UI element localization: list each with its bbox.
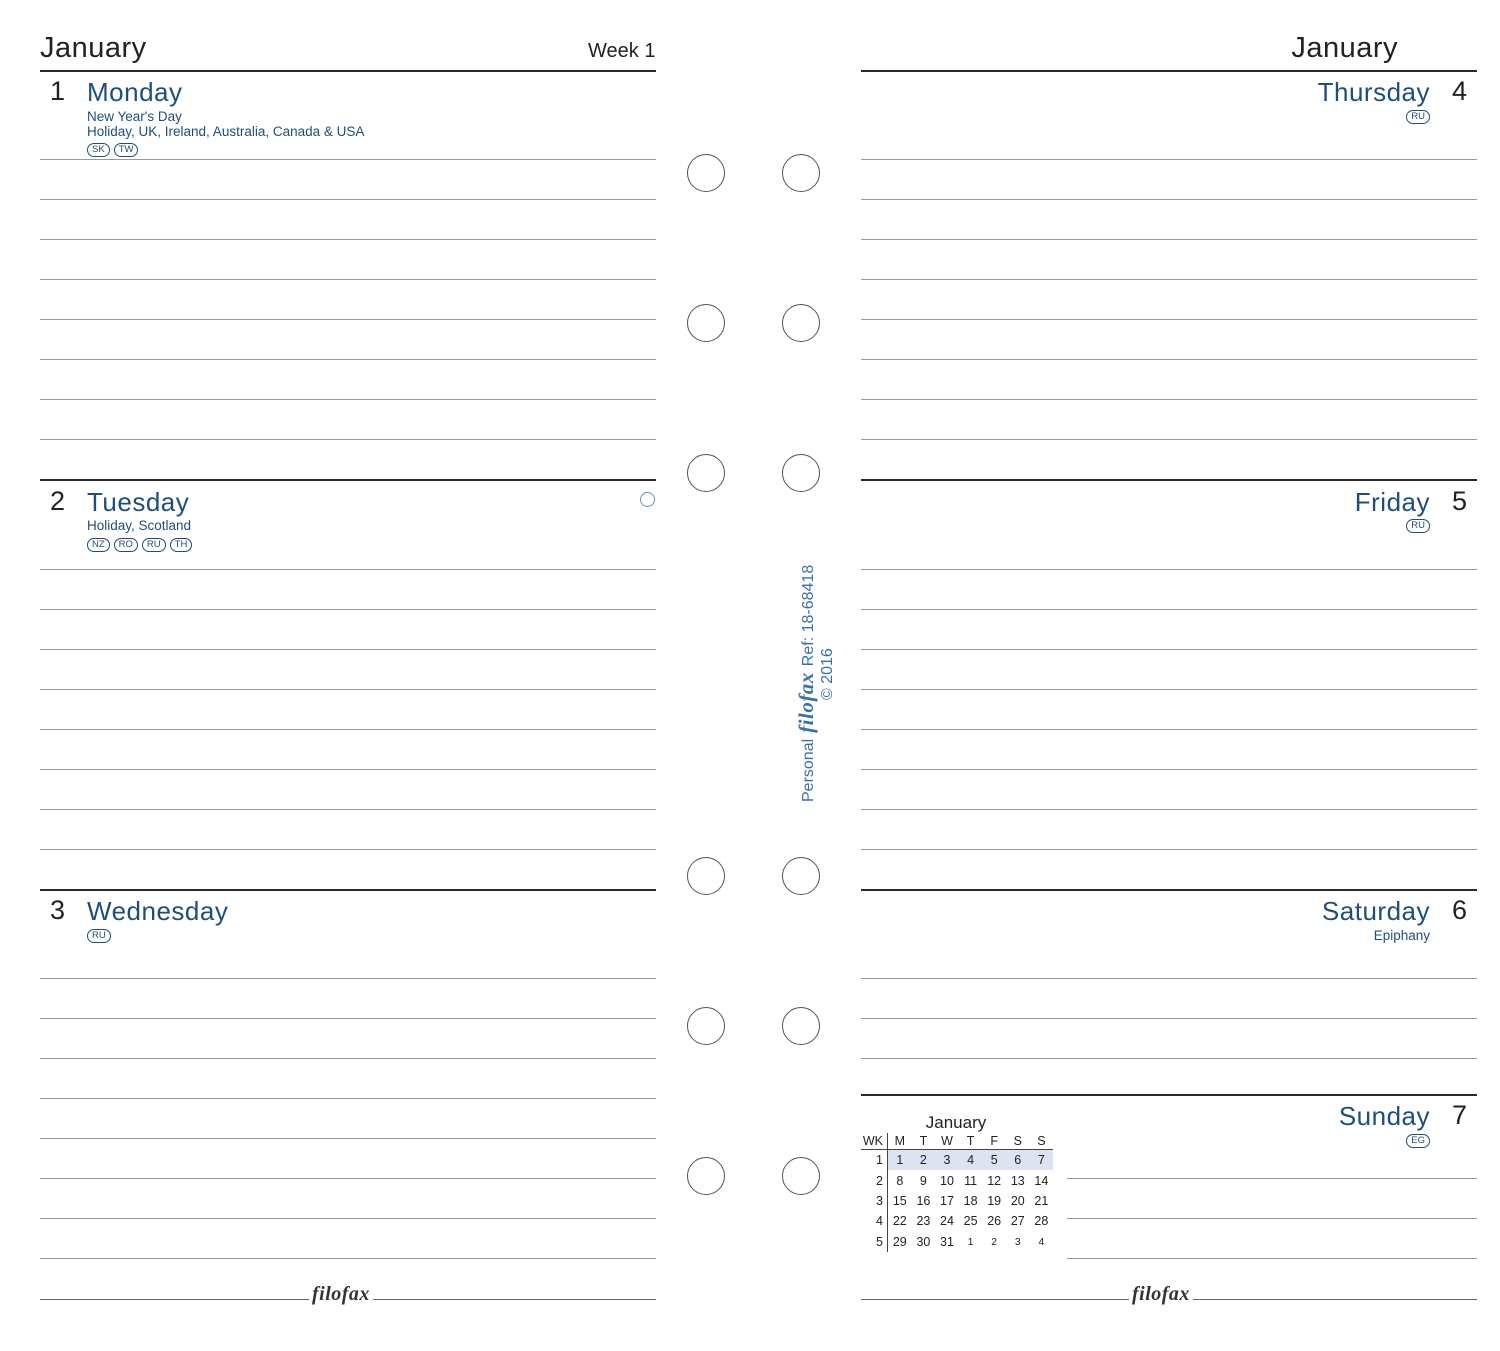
writing-line (40, 399, 656, 400)
calendar-date: 17 (940, 1193, 954, 1208)
writing-line (40, 729, 656, 730)
weekday-header: W (935, 1133, 959, 1150)
writing-line (40, 1018, 656, 1019)
binder-hole (687, 454, 725, 492)
writing-line (861, 1018, 1477, 1019)
mini-calendar-grid (861, 1133, 1053, 1252)
day-divider (861, 479, 1477, 481)
binder-hole (687, 857, 725, 895)
writing-line (40, 1178, 656, 1179)
writing-line (40, 1258, 656, 1259)
calendar-date: 10 (940, 1173, 954, 1188)
calendar-date: 31 (940, 1234, 954, 1249)
writing-line (40, 609, 656, 610)
writing-line (861, 319, 1477, 320)
writing-line (861, 1058, 1477, 1059)
left-header-rule (40, 70, 656, 72)
writing-line (1067, 1258, 1477, 1259)
country-badges (1406, 519, 1430, 533)
calendar-date: 1 (967, 1235, 974, 1248)
writing-line (40, 769, 656, 770)
writing-line (861, 359, 1477, 360)
writing-line (40, 279, 656, 280)
calendar-date: 24 (940, 1214, 954, 1229)
mini-calendar-week-row (861, 1211, 1053, 1231)
day-name: Sunday (1338, 1101, 1430, 1131)
day-name: Saturday (1321, 896, 1430, 926)
day-divider (40, 479, 656, 481)
calendar-date: 11 (964, 1173, 978, 1188)
calendar-date: 20 (1010, 1193, 1025, 1208)
calendar-date: 4 (1038, 1235, 1045, 1248)
right-header-rule (861, 70, 1477, 72)
writing-line (40, 1218, 656, 1219)
day-name: Tuesday (87, 487, 190, 517)
writing-line (861, 399, 1477, 400)
writing-line (861, 279, 1477, 280)
spine-copyright: © 2016 (819, 648, 836, 700)
day-number: 3 (50, 895, 66, 925)
mini-calendar (861, 1113, 1053, 1252)
calendar-date: 12 (987, 1173, 1002, 1188)
binder-hole (687, 304, 725, 342)
weekday-header: S (1030, 1133, 1054, 1150)
writing-line (40, 239, 656, 240)
calendar-date: 4 (959, 1150, 983, 1171)
week-number: 1 (861, 1150, 888, 1171)
spine-brand: filofax (794, 672, 818, 733)
writing-line (40, 689, 656, 690)
calendar-date: 25 (963, 1214, 978, 1229)
day-divider (861, 1094, 1477, 1096)
calendar-date: 26 (987, 1214, 1002, 1229)
calendar-date: 27 (1010, 1214, 1025, 1229)
country-badges (87, 929, 111, 943)
country-badge: SK (87, 143, 110, 157)
writing-line (40, 1058, 656, 1059)
country-badges (1406, 1134, 1430, 1148)
writing-line (861, 569, 1477, 570)
writing-line (40, 649, 656, 650)
country-badge: RU (87, 929, 111, 943)
country-badge: RO (114, 538, 138, 552)
day-number: 4 (1452, 76, 1468, 106)
day-number: 1 (50, 76, 66, 106)
writing-line (861, 649, 1477, 650)
mini-calendar-week-row (861, 1150, 1053, 1171)
week-number: 4 (861, 1211, 888, 1231)
binder-hole (782, 304, 820, 342)
calendar-date: 22 (892, 1214, 907, 1229)
day-number: 7 (1452, 1100, 1468, 1130)
writing-line (861, 199, 1477, 200)
calendar-date: 28 (1034, 1214, 1049, 1229)
weekday-header: T (959, 1133, 983, 1150)
writing-line (861, 239, 1477, 240)
binder-hole (782, 154, 820, 192)
writing-line (40, 809, 656, 810)
calendar-date: 30 (916, 1234, 931, 1249)
day-name: Thursday (1317, 77, 1430, 107)
binder-hole (782, 857, 820, 895)
filofax-logo: filofax (1129, 1283, 1193, 1306)
calendar-date: 18 (963, 1193, 978, 1208)
day-name: Monday (87, 77, 183, 107)
calendar-date: 23 (916, 1214, 931, 1229)
country-badge: RU (1406, 110, 1430, 124)
country-badge: NZ (87, 538, 110, 552)
calendar-date: 9 (919, 1173, 927, 1188)
country-badge: EG (1406, 1134, 1430, 1148)
weekday-header: S (1006, 1133, 1030, 1150)
spine-size: Personal (800, 738, 817, 802)
country-badge: TW (114, 143, 139, 157)
writing-line (861, 809, 1477, 810)
writing-line (1067, 1218, 1477, 1219)
day-divider (861, 889, 1477, 891)
calendar-date: 13 (1010, 1173, 1025, 1188)
writing-line (40, 439, 656, 440)
writing-line (861, 849, 1477, 850)
spine-imprint (794, 565, 819, 802)
binder-hole (782, 1007, 820, 1045)
weekday-header: T (912, 1133, 936, 1150)
mini-calendar-week-row (861, 1232, 1053, 1252)
calendar-date: 2 (912, 1150, 936, 1171)
right-month-title: January (1291, 32, 1398, 64)
writing-line (40, 1138, 656, 1139)
calendar-date: 16 (916, 1193, 931, 1208)
writing-line (861, 729, 1477, 730)
weekday-header: F (982, 1133, 1006, 1150)
calendar-date: 21 (1034, 1193, 1049, 1208)
day-number: 2 (50, 486, 66, 516)
weekday-header: M (888, 1133, 912, 1150)
writing-line (40, 159, 656, 160)
writing-line (40, 319, 656, 320)
calendar-date: 19 (987, 1193, 1002, 1208)
calendar-date: 2 (991, 1235, 998, 1248)
day-divider (40, 889, 656, 891)
writing-line (40, 199, 656, 200)
country-badges (87, 538, 192, 552)
calendar-date: 14 (1034, 1173, 1049, 1188)
binder-hole (782, 454, 820, 492)
writing-line (861, 159, 1477, 160)
writing-line (40, 849, 656, 850)
day-note: Holiday, UK, Ireland, Australia, Canada & USA (87, 124, 365, 139)
writing-line (861, 439, 1477, 440)
calendar-date: 1 (888, 1150, 912, 1171)
spine-ref: Ref: 18-68418 (800, 564, 817, 667)
day-name: Friday (1354, 487, 1430, 517)
country-badge: RU (142, 538, 166, 552)
writing-line (861, 689, 1477, 690)
filofax-logo: filofax (309, 1283, 373, 1306)
mini-calendar-week-row (861, 1191, 1053, 1211)
day-number: 5 (1452, 486, 1468, 516)
calendar-date: 3 (1014, 1235, 1021, 1248)
calendar-date: 7 (1030, 1150, 1054, 1171)
binder-hole (782, 1157, 820, 1195)
mini-calendar-title: January (925, 1113, 987, 1132)
calendar-date: 8 (896, 1173, 904, 1188)
country-badge: RU (1406, 519, 1430, 533)
day-name: Wednesday (87, 896, 229, 926)
week-column-header: WK (861, 1133, 888, 1150)
binder-hole (687, 154, 725, 192)
writing-line (40, 359, 656, 360)
writing-line (1067, 1178, 1477, 1179)
binder-hole (687, 1157, 725, 1195)
day-note: Epiphany (1373, 928, 1430, 943)
week-number: 2 (861, 1170, 888, 1190)
mini-calendar-week-row (861, 1170, 1053, 1190)
calendar-date: 15 (892, 1193, 907, 1208)
country-badges (87, 143, 138, 157)
writing-line (861, 609, 1477, 610)
writing-line (40, 978, 656, 979)
writing-line (40, 1098, 656, 1099)
week-number: 5 (861, 1232, 888, 1252)
day-note: Holiday, Scotland (87, 518, 192, 533)
country-badge: TH (170, 538, 193, 552)
left-month-title: January (40, 32, 147, 64)
day-note: New Year's Day (87, 109, 182, 124)
week-label: Week 1 (588, 40, 656, 62)
writing-line (40, 569, 656, 570)
country-badges (1406, 110, 1430, 124)
binder-hole (687, 1007, 725, 1045)
calendar-date: 6 (1006, 1150, 1030, 1171)
day-number: 6 (1452, 895, 1468, 925)
calendar-date: 5 (982, 1150, 1006, 1171)
calendar-date: 3 (935, 1150, 959, 1171)
week-number: 3 (861, 1191, 888, 1211)
writing-line (861, 978, 1477, 979)
calendar-date: 29 (892, 1234, 907, 1249)
writing-line (861, 769, 1477, 770)
moon-phase-icon (640, 492, 655, 507)
